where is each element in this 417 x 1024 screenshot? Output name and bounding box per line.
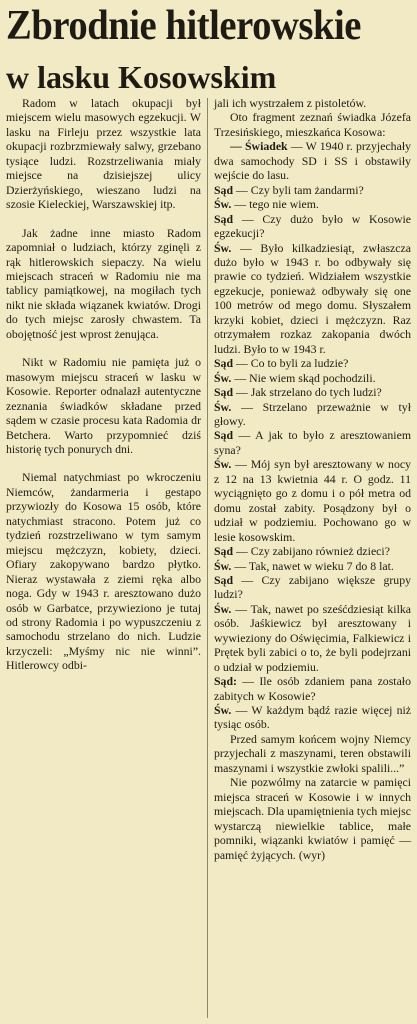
testimony-text: — Tak, nawet po sześćdziesiąt kilka osób. Jaśkiewicz był aresztowany i wywieziony do Oświęcimia, Falkiewicz i Prętek byli zabici o to, że byli podejrzani o udział w podziemiu.: [214, 601, 411, 674]
speaker-label: Św.: [214, 601, 232, 616]
speaker-label: Św.: [214, 399, 232, 414]
testimony-text: — Strzelano przeważnie w tył głowy.: [214, 399, 411, 428]
testimony-text: — Czy zabijano również dzieci?: [233, 544, 390, 559]
testimony-line: [214, 385, 411, 399]
testimony-text: — Było kilkadziesiąt, zwłaszcza dużo było w 1943 r. bo odbywały się prawie co tydzień. Widziałem wszystkie egzekucje, ponieważ odbywały się one 100 metrów od mego domu. Słyszałem krzyki kobiet, dzieci i mężczyzn. Raz otrzymałem rozkaz zakopania dwóch ludzi. Było to w 1943 r.: [214, 240, 411, 356]
paragraph-continuation: jali ich wystrzałem z pistoletów.: [214, 96, 367, 110]
speaker-label: Sąd: [214, 572, 234, 587]
testimony-line: [214, 428, 411, 457]
testimony-line: [214, 602, 411, 674]
testimony-text: — Nie wiem skąd pochodzili.: [231, 370, 376, 385]
testimony-text: — W 1940 r. przyjechały dwa samochody SD i SS i obstawiły wejście do lasu.: [214, 139, 411, 183]
headline: Zbrodnie hitlerowskie: [6, 3, 361, 49]
speaker-label: Św.: [214, 558, 232, 573]
paragraph: Niemal natychmiast po wkroczeniu Niemców, żandarmeria i gestapo przywiozły do Kosowa 15 osób, które natychmiast stracono. Potem już co tydzień rozstrzeliwano w tym samym miejscu mężczyzn, kobiety, dzieci. Ofiary zakopywano bardzo płytko. Nieraz wystawała z ziemi ręka albo noga. Gdy w 1943 r. aresztowano dużo osób w Garbatce, przywieziono je tutaj od strony Radomia i po wypuszczeniu z samochodu strzelano do nich. Ludzie krzyczeli: „Myśmy nic nie winni”. Hitlerowcy odbi-: [6, 470, 201, 673]
testimony-line: [214, 139, 411, 182]
testimony-line: [214, 183, 411, 197]
speaker-label: Sąd:: [214, 674, 237, 689]
column-divider: [207, 98, 208, 1018]
paragraph: Nie pozwólmy na zatarcie w pamięci miejsca straceń w Kosowie i w innych miejscach. Dla upamiętnienia tych miejsc wystarczą niewielkie tablice, małe pomniki, wiązanki kwiatów i pamięć — pamięć żyjących. (wyr): [214, 775, 411, 862]
speaker-label: Św.: [214, 197, 232, 212]
paragraph: Radom w latach okupacji był miejscem wielu masowych egzekucji. W lasku na Firleju przez wszystkie lata okupacji rozbrzmiewały salwy, grzebano tysiące ludzi. Rozstrzeliwania miały miejsce na dzisiejszej ulicy Dzierżyńskiego, wieszano ludzi na szosie Kieleckiej, Warszawskiej itp.: [6, 96, 201, 212]
testimony-line: [214, 457, 411, 544]
speaker-label: Sąd: [214, 182, 234, 197]
speaker-label: Św.: [214, 457, 232, 472]
speaker-label: Św.: [214, 370, 232, 385]
testimony-text: — Czy dużo było w Kosowie egzekucji?: [214, 211, 411, 241]
speaker-label: Św.: [214, 703, 232, 718]
speaker-label: Św.: [214, 240, 232, 255]
testimony-text: — W każdym bądź razie więcej niż tysiąc osób.: [214, 703, 411, 732]
speaker-label: Sąd: [214, 356, 234, 371]
testimony-dialogue: [214, 139, 411, 732]
subheadline: w lasku Kosowskim: [6, 59, 277, 95]
testimony-line: [214, 573, 411, 602]
testimony-text: — tego nie wiem.: [231, 197, 319, 212]
speaker-label: — Świadek: [230, 139, 288, 154]
paragraph: Jak żadne inne miasto Radom zapomniał o ludziach, którzy zginęli z rąk hitlerowskich siepaczy. Na wielu miejscach straceń w Radomiu nie ma tablicy pamiątkowej, na mogiłach tych nikt nie składa wiązanek kwiatów. Drogi do tych miejsc zarosły chwastem. Ta obojętność jest wprost żenująca.: [6, 225, 201, 341]
testimony-text: — Mój syn był aresztowany w nocy z 12 na 13 kwietnia 44 r. O godz. 11 wyciągnięto go z domu i o pół metra od domu został zabity. Posądzony był o udział w podziemiu. Pochowano go w lesie kosowskim.: [214, 457, 411, 544]
right-column: [214, 96, 411, 862]
testimony-intro: Oto fragment zeznań świadka Józefa Trzesińskiego, mieszkańca Kosowa:: [214, 110, 411, 139]
testimony-line: [214, 544, 411, 558]
testimony-line: [214, 241, 411, 357]
testimony-line: [214, 212, 411, 241]
speaker-label: Sąd: [214, 544, 234, 559]
testimony-text: — Czy byli tam żandarmi?: [233, 182, 364, 197]
speaker-label: Sąd: [214, 211, 234, 226]
testimony-line: [214, 674, 411, 703]
testimony-text: — Jak strzelano do tych ludzi?: [233, 385, 382, 400]
paragraph: Nikt w Radomiu nie pamięta już o masowym miejscu straceń w lasku w Kosowie. Reporter odnalazł autentyczne zeznania świadków składane przed sądem w czasie procesu kata Radomia dr Betchera. Warto przypomnieć dziś historię tych ponurych dni.: [6, 355, 201, 456]
testimony-line: [214, 356, 411, 370]
testimony-line: [214, 197, 411, 211]
testimony-text: — Co to byli za ludzie?: [233, 356, 349, 371]
testimony-text: — Ile osób zdaniem pana zostało zabitych w Kosowie?: [214, 674, 411, 703]
testimony-line: [214, 703, 411, 732]
testimony-line: [214, 400, 411, 429]
testimony-text: — A jak to było z aresztowaniem syna?: [214, 428, 411, 457]
testimony-line: [214, 559, 411, 573]
testimony-line: [214, 371, 411, 385]
left-column: [6, 96, 201, 673]
speaker-label: Sąd: [214, 428, 234, 443]
testimony-text: — Czy zabijano większe grupy ludzi?: [214, 572, 411, 602]
testimony-text: — Tak, nawet w wieku 7 do 8 lat.: [231, 558, 394, 573]
speaker-label: Sąd: [214, 385, 234, 400]
paragraph: Przed samym końcem wojny Niemcy przyjechali z maszynami, teren obstawili maszynami i wszystkie zwłoki spalili...”: [214, 731, 411, 775]
